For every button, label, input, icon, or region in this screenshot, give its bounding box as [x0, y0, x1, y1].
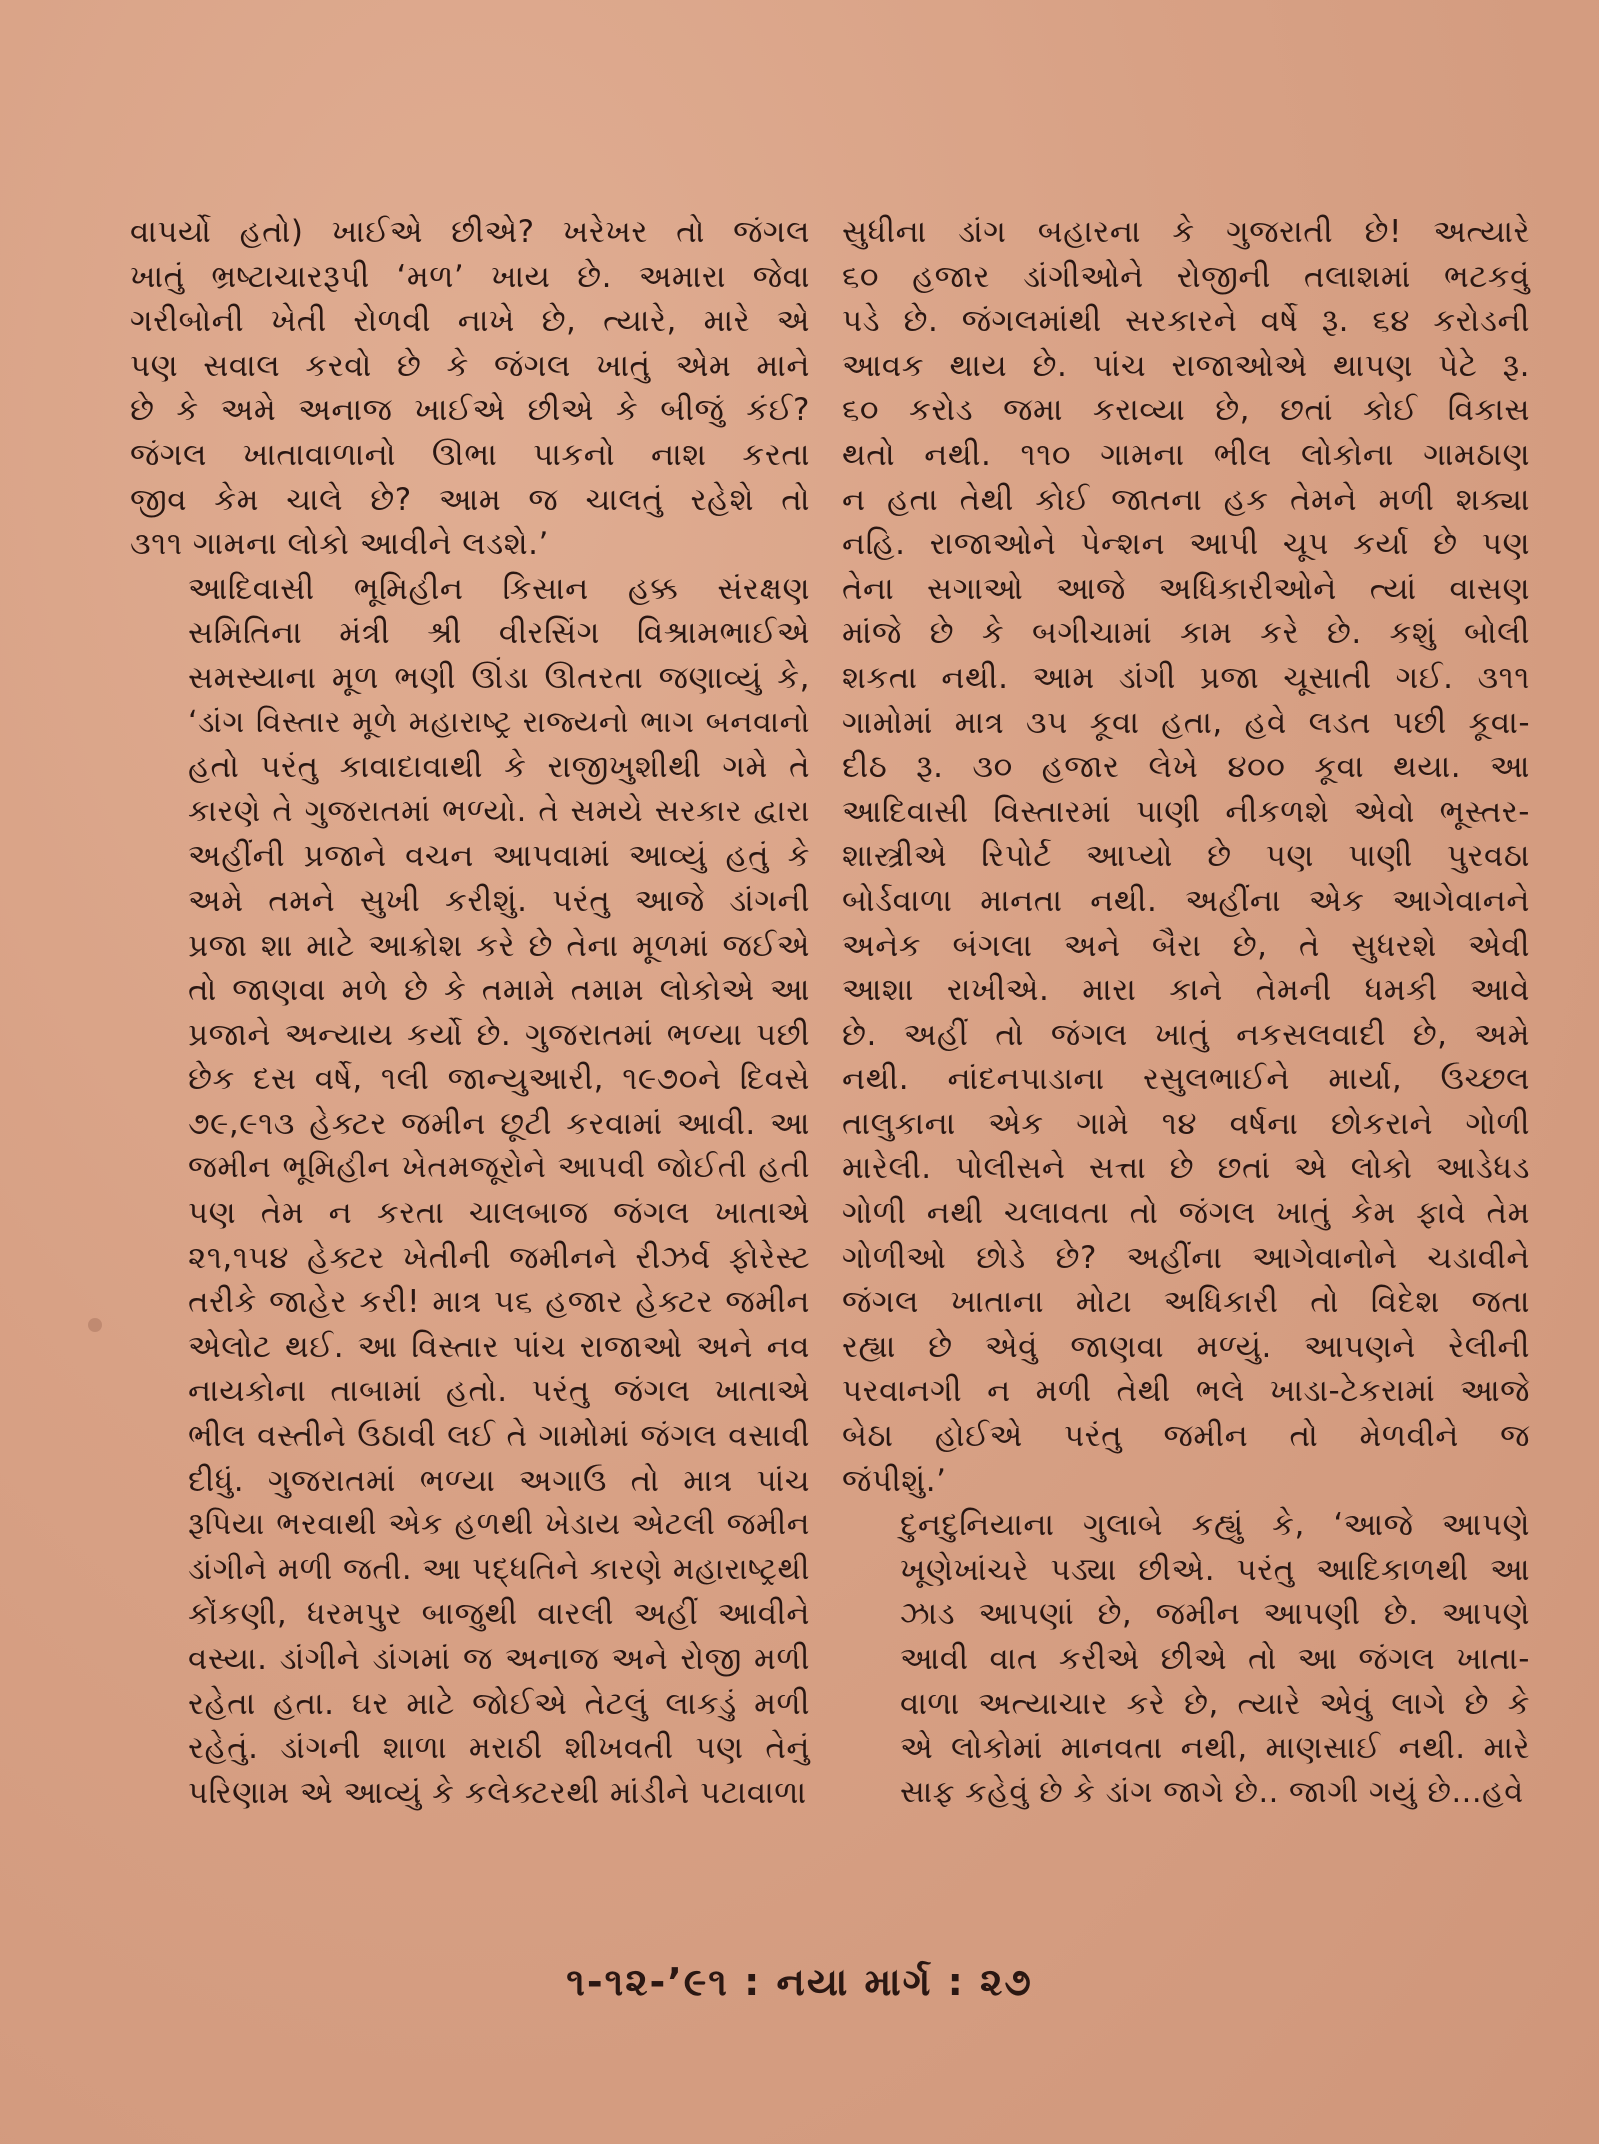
paragraph — [842, 1503, 1530, 1815]
text-line: છે. અહીં તો જંગલ ખાતું નકસલવાદી છે, અમે — [842, 1016, 1530, 1053]
text-line: પણ સવાલ કરવો છે કે જંગલ ખાતું એમ માને — [130, 347, 810, 384]
text-line: પડે છે. જંગલમાંથી સરકારને વર્ષે રૂ. ૬૪ કરોડની — [842, 303, 1530, 340]
text-line: વાળા અત્યાચાર કરે છે, ત્યારે એવું લાગે છે કે — [900, 1685, 1530, 1722]
text-line: શકતા નથી. આમ ડાંગી પ્રજા ચૂસાતી ગઈ. ૩૧૧ — [842, 659, 1530, 696]
text-line: એ લોકોમાં માનવતા નથી, માણસાઈ નથી. મારે — [900, 1730, 1530, 1767]
text-line: કોંકણી, ધરમપુર બાજુથી વારલી અહીં આવીને — [188, 1596, 810, 1633]
text-line: ૭૯,૯૧૩ હેક્ટર જમીન છૂટી કરવામાં આવી. આ — [188, 1105, 810, 1142]
text-line: આશા રાખીએ. મારા કાને તેમની ધમકી આવે — [842, 972, 1530, 1009]
text-line: માંજે છે કે બગીચામાં કામ કરે છે. કશું બોલી — [842, 615, 1530, 652]
text-line: નથી. નાંદનપાડાના રસુલભાઈને માર્યા, ઉચ્છલ — [842, 1061, 1530, 1098]
text-line: ૩૧૧ ગામના લોકો આવીને લડશે.’ — [130, 526, 549, 563]
text-line: શાસ્ત્રીએ રિપોર્ટ આપ્યો છે પણ પાણી પુરવઠા — [842, 838, 1530, 875]
page-footer: ૧-૧૨-’૯૧ : નયા માર્ગ : ૨૭ — [566, 1960, 1033, 2004]
text-line: થતો નથી. ૧૧૦ ગામના ભીલ લોકોના ગામઠાણ — [842, 436, 1530, 473]
right-column — [842, 210, 1530, 1815]
text-line: ગોળીઓ છોડે છે? અહીંના આગેવાનોને ચડાવીને — [842, 1239, 1530, 1276]
text-line: નહિ. રાજાઓને પેન્શન આપી ચૂપ કર્યા છે પણ — [842, 526, 1530, 563]
text-line: વસ્યા. ડાંગીને ડાંગમાં જ અનાજ અને રોજી મળી — [188, 1641, 810, 1677]
text-line: રૂપિયા ભરવાથી એક હળથી ખેડાય એટલી જમીન — [188, 1507, 810, 1543]
text-line: ગોળી નથી ચલાવતા તો જંગલ ખાતું કેમ ફાવે તેમ — [842, 1195, 1530, 1232]
text-line: દીધું. ગુજરાતમાં ભળ્યા અગાઉ તો માત્ર પાંચ — [188, 1462, 810, 1499]
text-line: મારેલી. પોલીસને સત્તા છે છતાં એ લોકો આડેધડ — [842, 1150, 1530, 1187]
text-line: ભીલ વસ્તીને ઉઠાવી લઈ તે ગામોમાં જંગલ વસાવી — [188, 1418, 810, 1455]
text-line: રહેતું. ડાંગની શાળા મરાઠી શીખવતી પણ તેનું — [188, 1730, 810, 1767]
text-line: પરિણામ એ આવ્યું કે કલેક્ટરથી માંડીને પટાવાળા — [188, 1774, 807, 1811]
text-line: અમે તમને સુખી કરીશું. પરંતુ આજે ડાંગની — [188, 882, 810, 919]
text-line: ઝાડ આપણાં છે, જમીન આપણી છે. આપણે — [900, 1596, 1530, 1633]
text-line: આદિવાસી વિસ્તારમાં પાણી નીકળશે એવો ભૂસ્તર- — [842, 793, 1530, 830]
text-line: ‘ડાંગ વિસ્તાર મૂળે મહારાષ્ટ્ર રાજ્યનો ભાગ બનવાનો — [188, 704, 810, 740]
text-line: ખૂણેખાંચરે પડ્યા છીએ. પરંતુ આદિકાળથી આ — [900, 1551, 1530, 1588]
text-line: જંપીશું.’ — [842, 1462, 947, 1499]
text-line: ૨૧,૧૫૪ હેક્ટર ખેતીની જમીનને રીઝર્વ ફોરેસ્ટ — [188, 1239, 810, 1276]
text-line: ૬૦ કરોડ જમા કરાવ્યા છે, છતાં કોઈ વિકાસ — [842, 392, 1530, 429]
text-line: ૬૦ હજાર ડાંગીઓને રોજીની તલાશમાં ભટકવું — [842, 258, 1530, 295]
text-line: કારણે તે ગુજરાતમાં ભળ્યો. તે સમયે સરકાર દ્વારા — [188, 793, 810, 829]
text-line: પ્રજા શા માટે આક્રોશ કરે છે તેના મૂળમાં જઈએ — [188, 927, 810, 964]
paragraph — [130, 210, 810, 567]
text-line: ગામોમાં માત્ર ૩૫ કૂવા હતા, હવે લડત પછી કૂવા- — [842, 704, 1530, 741]
text-line: છેક દસ વર્ષે, ૧લી જાન્યુઆરી, ૧૯૭૦ને દિવસે — [188, 1061, 810, 1098]
text-line: બોર્ડવાળા માનતા નથી. અહીંના એક આગેવાનને — [842, 882, 1530, 919]
text-line: તાલુકાના એક ગામે ૧૪ વર્ષના છોકરાને ગોળી — [842, 1105, 1530, 1142]
text-line: જંગલ ખાતાવાળાનો ઊભા પાકનો નાશ કરતા — [130, 436, 810, 473]
text-line: દુનદુનિયાના ગુલાબે કહ્યું કે, ‘આજે આપણે — [900, 1507, 1530, 1544]
text-line: અહીંની પ્રજાને વચન આપવામાં આવ્યું હતું કે — [188, 838, 810, 875]
text-line: વાપર્યો હતો) ખાઈએ છીએ? ખરેખર તો જંગલ — [130, 214, 810, 250]
text-line: તો જાણવા મળે છે કે તમામે તમામ લોકોએ આ — [188, 972, 810, 1009]
text-line: સાફ કહેવું છે કે ડાંગ જાગે છે.. જાગી ગયું છે...હવે — [900, 1774, 1524, 1810]
text-line: પરવાનગી ન મળી તેથી ભલે ખાડા-ટેકરામાં આજે — [842, 1373, 1530, 1410]
text-line: પણ તેમ ન કરતા ચાલબાજ જંગલ ખાતાએ — [188, 1195, 810, 1232]
text-line: આવક થાય છે. પાંચ રાજાઓએ થાપણ પેટે રૂ. — [842, 347, 1530, 384]
text-line: બેઠા હોઈએ પરંતુ જમીન તો મેળવીને જ — [842, 1418, 1530, 1455]
text-line: દીઠ રૂ. ૩૦ હજાર લેખે ૪૦૦ કૂવા થયા. આ — [842, 749, 1530, 786]
text-line: પ્રજાને અન્યાય કર્યો છે. ગુજરાતમાં ભળ્યા પછી — [188, 1016, 810, 1053]
text-line: સમિતિના મંત્રી શ્રી વીરસિંગ વિશ્રામભાઈએ — [188, 615, 810, 652]
text-line: આવી વાત કરીએ છીએ તો આ જંગલ ખાતા- — [900, 1641, 1530, 1677]
text-line: ખાતું ભ્રષ્ટાચારરૂપી ‘મળ’ ખાય છે. અમારા જેવા — [130, 258, 810, 295]
text-line: એલોટ થઈ. આ વિસ્તાર પાંચ રાજાઓ અને નવ — [188, 1328, 810, 1365]
text-line: ન હતા તેથી કોઈ જાતના હક તેમને મળી શક્યા — [842, 481, 1530, 518]
text-line: સમસ્યાના મૂળ ભણી ઊંડા ઊતરતા જણાવ્યું કે, — [188, 659, 810, 696]
text-line: રહ્યા છે એવું જાણવા મળ્યું. આપણને રેલીની — [842, 1328, 1530, 1365]
text-line: સુધીના ડાંગ બહારના કે ગુજરાતી છે! અત્યારે — [842, 214, 1530, 250]
left-column — [130, 210, 810, 1815]
text-line: આદિવાસી ભૂમિહીન કિસાન હક્ક સંરક્ષણ — [188, 570, 810, 607]
text-line: જમીન ભૂમિહીન ખેતમજૂરોને આપવી જોઈતી હતી — [188, 1150, 810, 1186]
text-line: રહેતા હતા. ઘર માટે જોઈએ તેટલું લાકડું મળી — [188, 1685, 810, 1722]
text-line: છે કે અમે અનાજ ખાઈએ છીએ કે બીજું કંઈ? — [130, 392, 810, 429]
text-line: હતો પરંતુ કાવાદાવાથી કે રાજીખુશીથી ગમે તે — [188, 749, 810, 786]
text-line: તેના સગાઓ આજે અધિકારીઓને ત્યાં વાસણ — [842, 570, 1530, 607]
text-line: નાયકોના તાબામાં હતો. પરંતુ જંગલ ખાતાએ — [188, 1373, 810, 1410]
paragraph — [842, 210, 1530, 1503]
paper-stain — [88, 1318, 102, 1332]
text-line: ગરીબોની ખેતી રોળવી નાખે છે, ત્યારે, મારે એ — [130, 303, 810, 340]
text-line: તરીકે જાહેર કરી! માત્ર ૫૬ હજાર હેક્ટર જમીન — [188, 1284, 810, 1321]
text-line: ડાંગીને મળી જતી. આ પદ્ધતિને કારણે મહારાષ્ટ્રથી — [188, 1551, 810, 1587]
text-line: જંગલ ખાતાના મોટા અધિકારી તો વિદેશ જતા — [842, 1284, 1530, 1321]
text-line: અનેક બંગલા અને બૈરા છે, તે સુધરશે એવી — [842, 927, 1530, 964]
paragraph — [130, 567, 810, 1816]
text-line: જીવ કેમ ચાલે છે? આમ જ ચાલતું રહેશે તો — [130, 481, 810, 518]
